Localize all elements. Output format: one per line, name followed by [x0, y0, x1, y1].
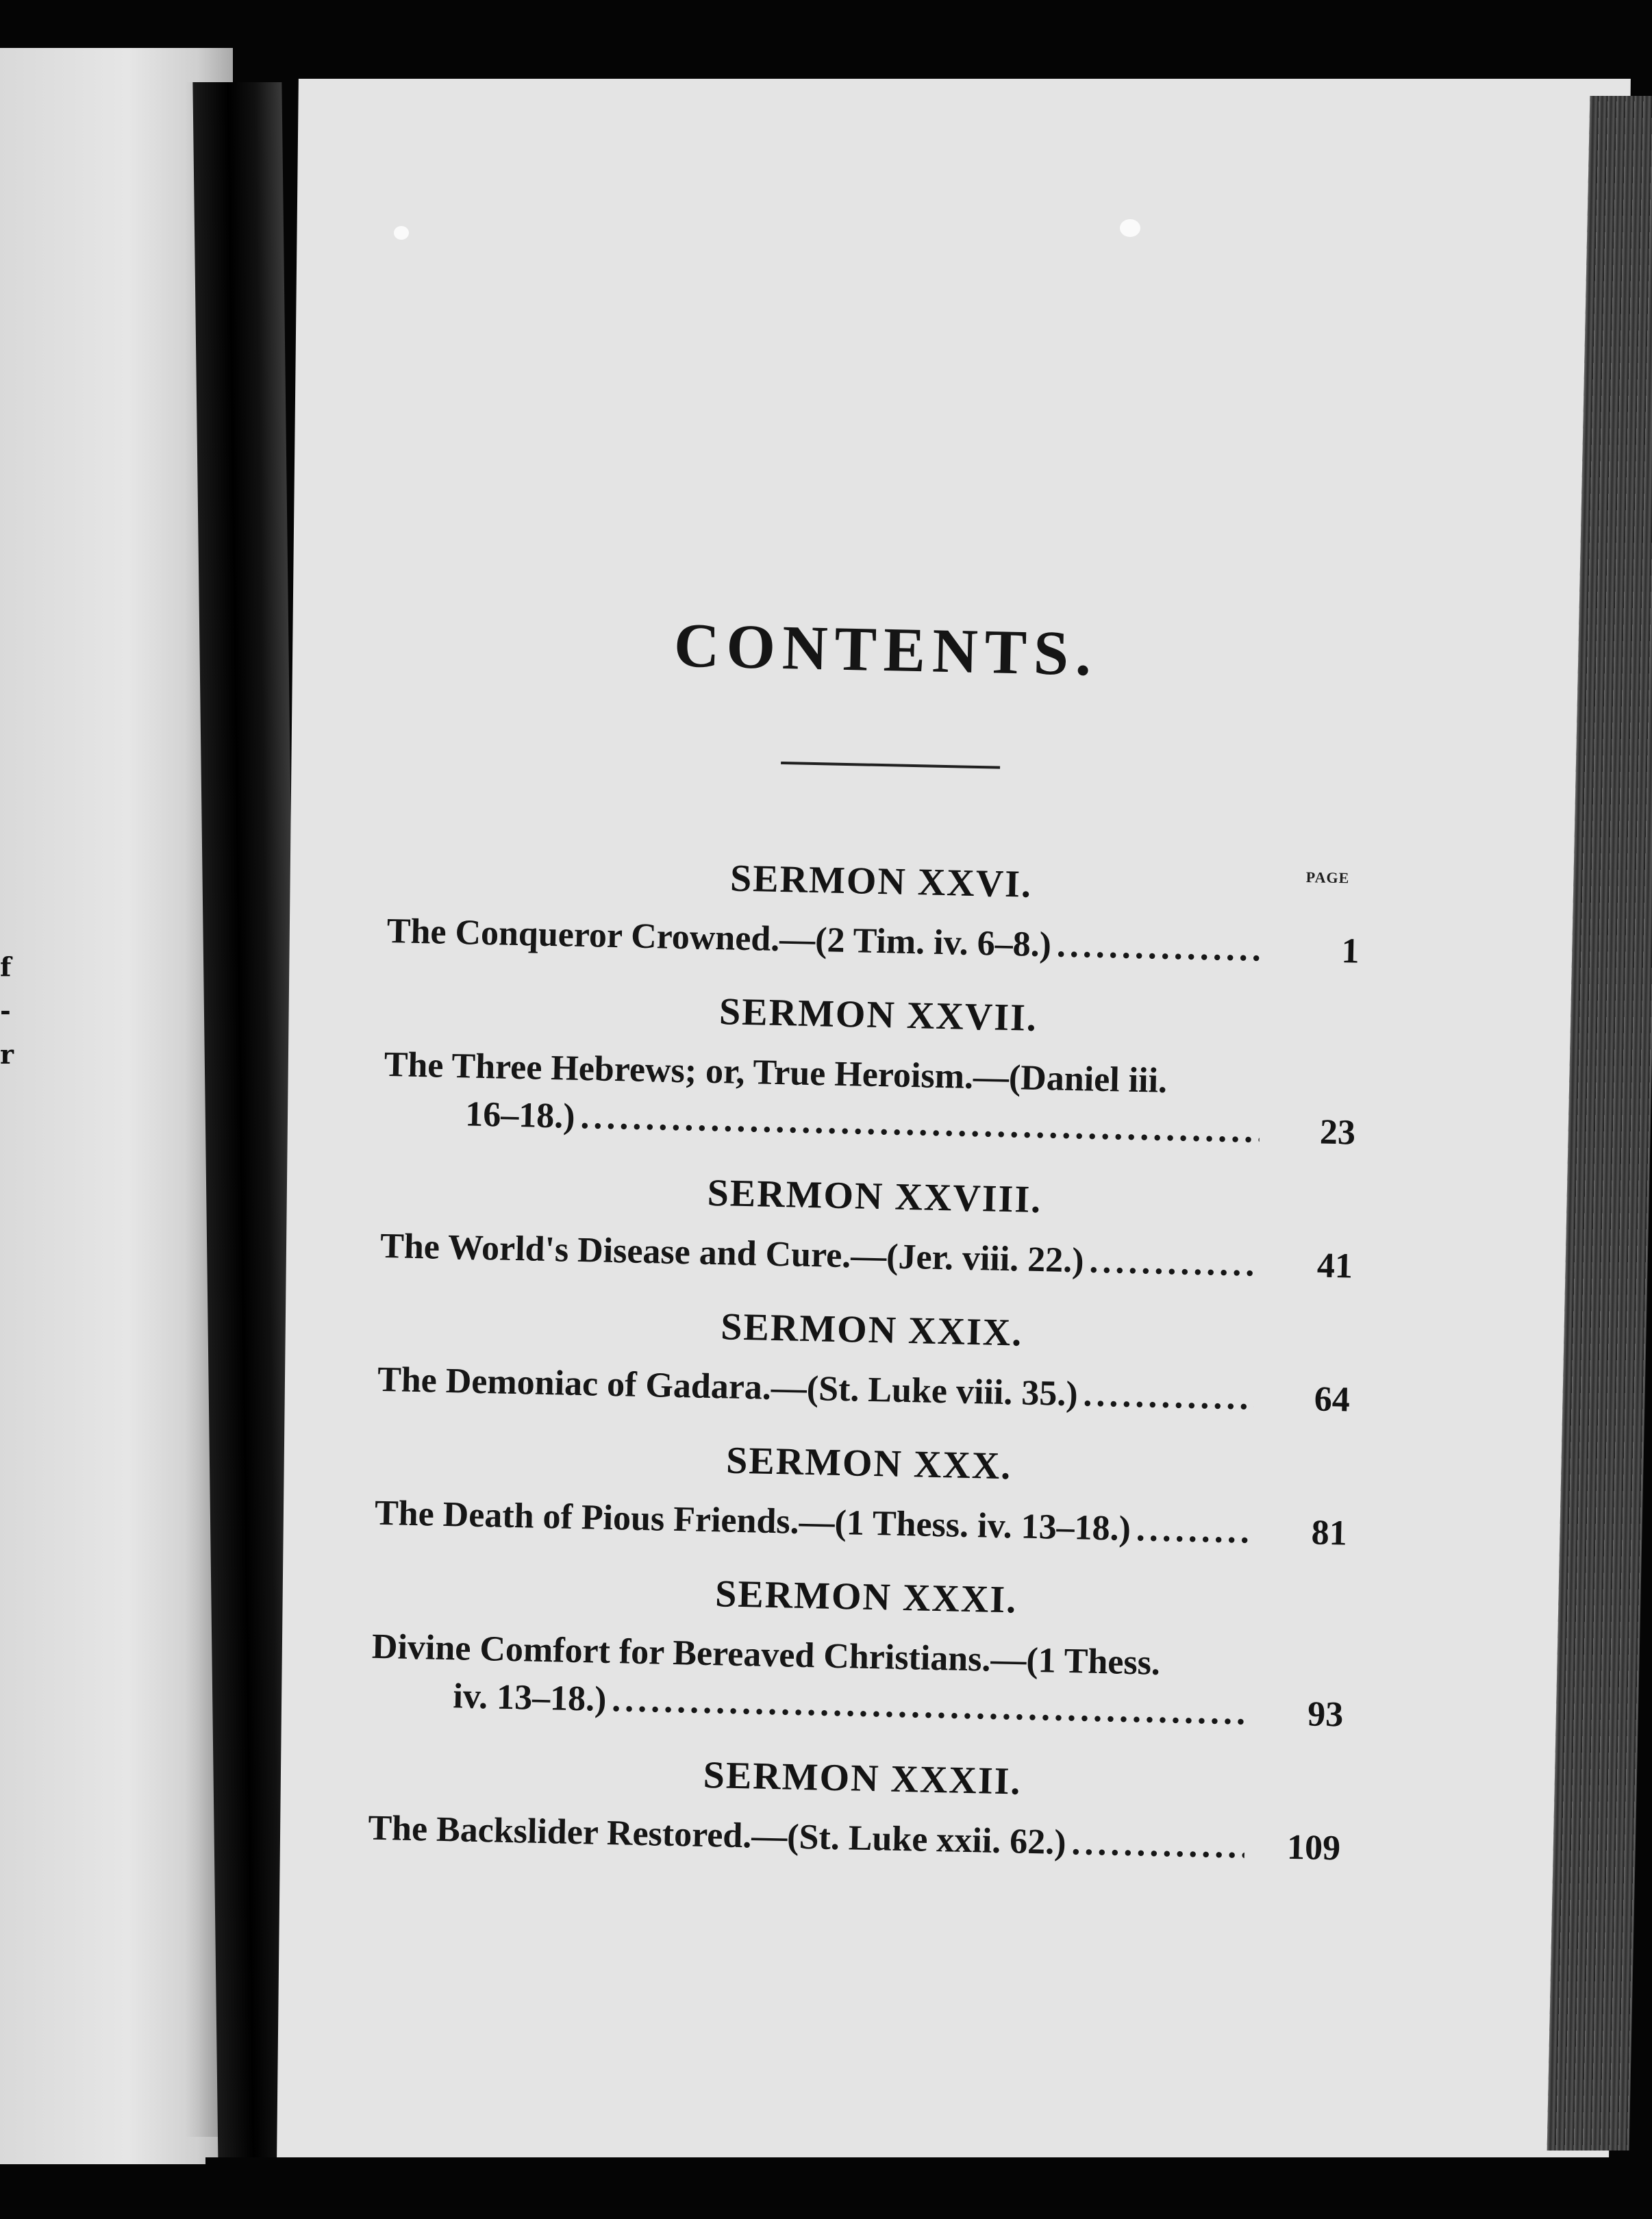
- entry-title: The Demoniac of Gadara.—(St. Luke viii. 35.): [377, 1359, 1079, 1414]
- sermon-heading: SERMON XXX.: [725, 1439, 1012, 1488]
- page-number: 64: [1314, 1379, 1351, 1420]
- page-title: CONTENTS.: [673, 610, 1099, 689]
- page-column-header: PAGE: [1305, 868, 1350, 887]
- contents-entry-line: [386, 911, 1264, 970]
- entry-title: The World's Disease and Cure.—(Jer. viii. 22.): [379, 1226, 1085, 1281]
- contents-entry-line: [453, 1676, 1248, 1733]
- sermon-heading: SERMON XXVIII.: [707, 1171, 1042, 1222]
- page-number: 109: [1286, 1827, 1341, 1868]
- margin-letter: r: [0, 1039, 14, 1070]
- dot-leader: [1071, 1822, 1245, 1866]
- dot-leader: [1056, 925, 1264, 969]
- entry-title: The Conqueror Crowned.—(2 Tim. iv. 6–8.): [386, 911, 1052, 965]
- dot-leader: [580, 1096, 1260, 1151]
- dot-leader: [612, 1679, 1248, 1733]
- dot-leader: [1166, 1675, 1249, 1677]
- sermon-heading: SERMON XXVII.: [718, 990, 1038, 1040]
- entry-title: The Backslider Restored.—(St. Luke xxii. 62.): [367, 1808, 1067, 1863]
- entry-title: The Death of Pious Friends.—(1 Thess. iv. 13–18.): [374, 1493, 1131, 1549]
- contents-entry-line: [384, 1044, 1261, 1103]
- dot-leader: [1083, 1374, 1255, 1418]
- contents-entry-line: [371, 1627, 1249, 1685]
- dot-leader: [1089, 1241, 1257, 1285]
- page-number: 1: [1340, 931, 1360, 971]
- margin-letter: -: [0, 995, 11, 1026]
- sermon-heading: SERMON XXIX.: [720, 1305, 1023, 1355]
- sermon-heading: SERMON XXVI.: [729, 857, 1033, 906]
- entry-title-continued: 16–18.): [464, 1094, 576, 1136]
- page-number: 23: [1319, 1112, 1356, 1153]
- page-number: 41: [1316, 1246, 1353, 1286]
- contents-entry-line: [377, 1359, 1255, 1418]
- margin-letter: f: [0, 951, 12, 982]
- sermon-heading: SERMON XXXI.: [714, 1572, 1018, 1622]
- entry-title: The Three Hebrews; or, True Heroism.—(Daniel iii.: [384, 1044, 1168, 1101]
- sermon-heading: SERMON XXXII.: [703, 1753, 1023, 1803]
- title-rule: [781, 762, 1000, 769]
- dot-leader: [1173, 1092, 1261, 1094]
- contents-entry-line: [380, 1226, 1257, 1285]
- entry-title-continued: iv. 13–18.): [452, 1677, 607, 1719]
- page-number: 93: [1307, 1694, 1344, 1735]
- contents-entry-line: [465, 1094, 1260, 1151]
- page-number: 81: [1311, 1513, 1348, 1553]
- contents-entry-line: [374, 1493, 1251, 1552]
- contents-entry-line: [368, 1808, 1245, 1867]
- entry-title: Divine Comfort for Bereaved Christians.—(1 Thess.: [371, 1627, 1161, 1683]
- dot-leader: [1136, 1509, 1251, 1552]
